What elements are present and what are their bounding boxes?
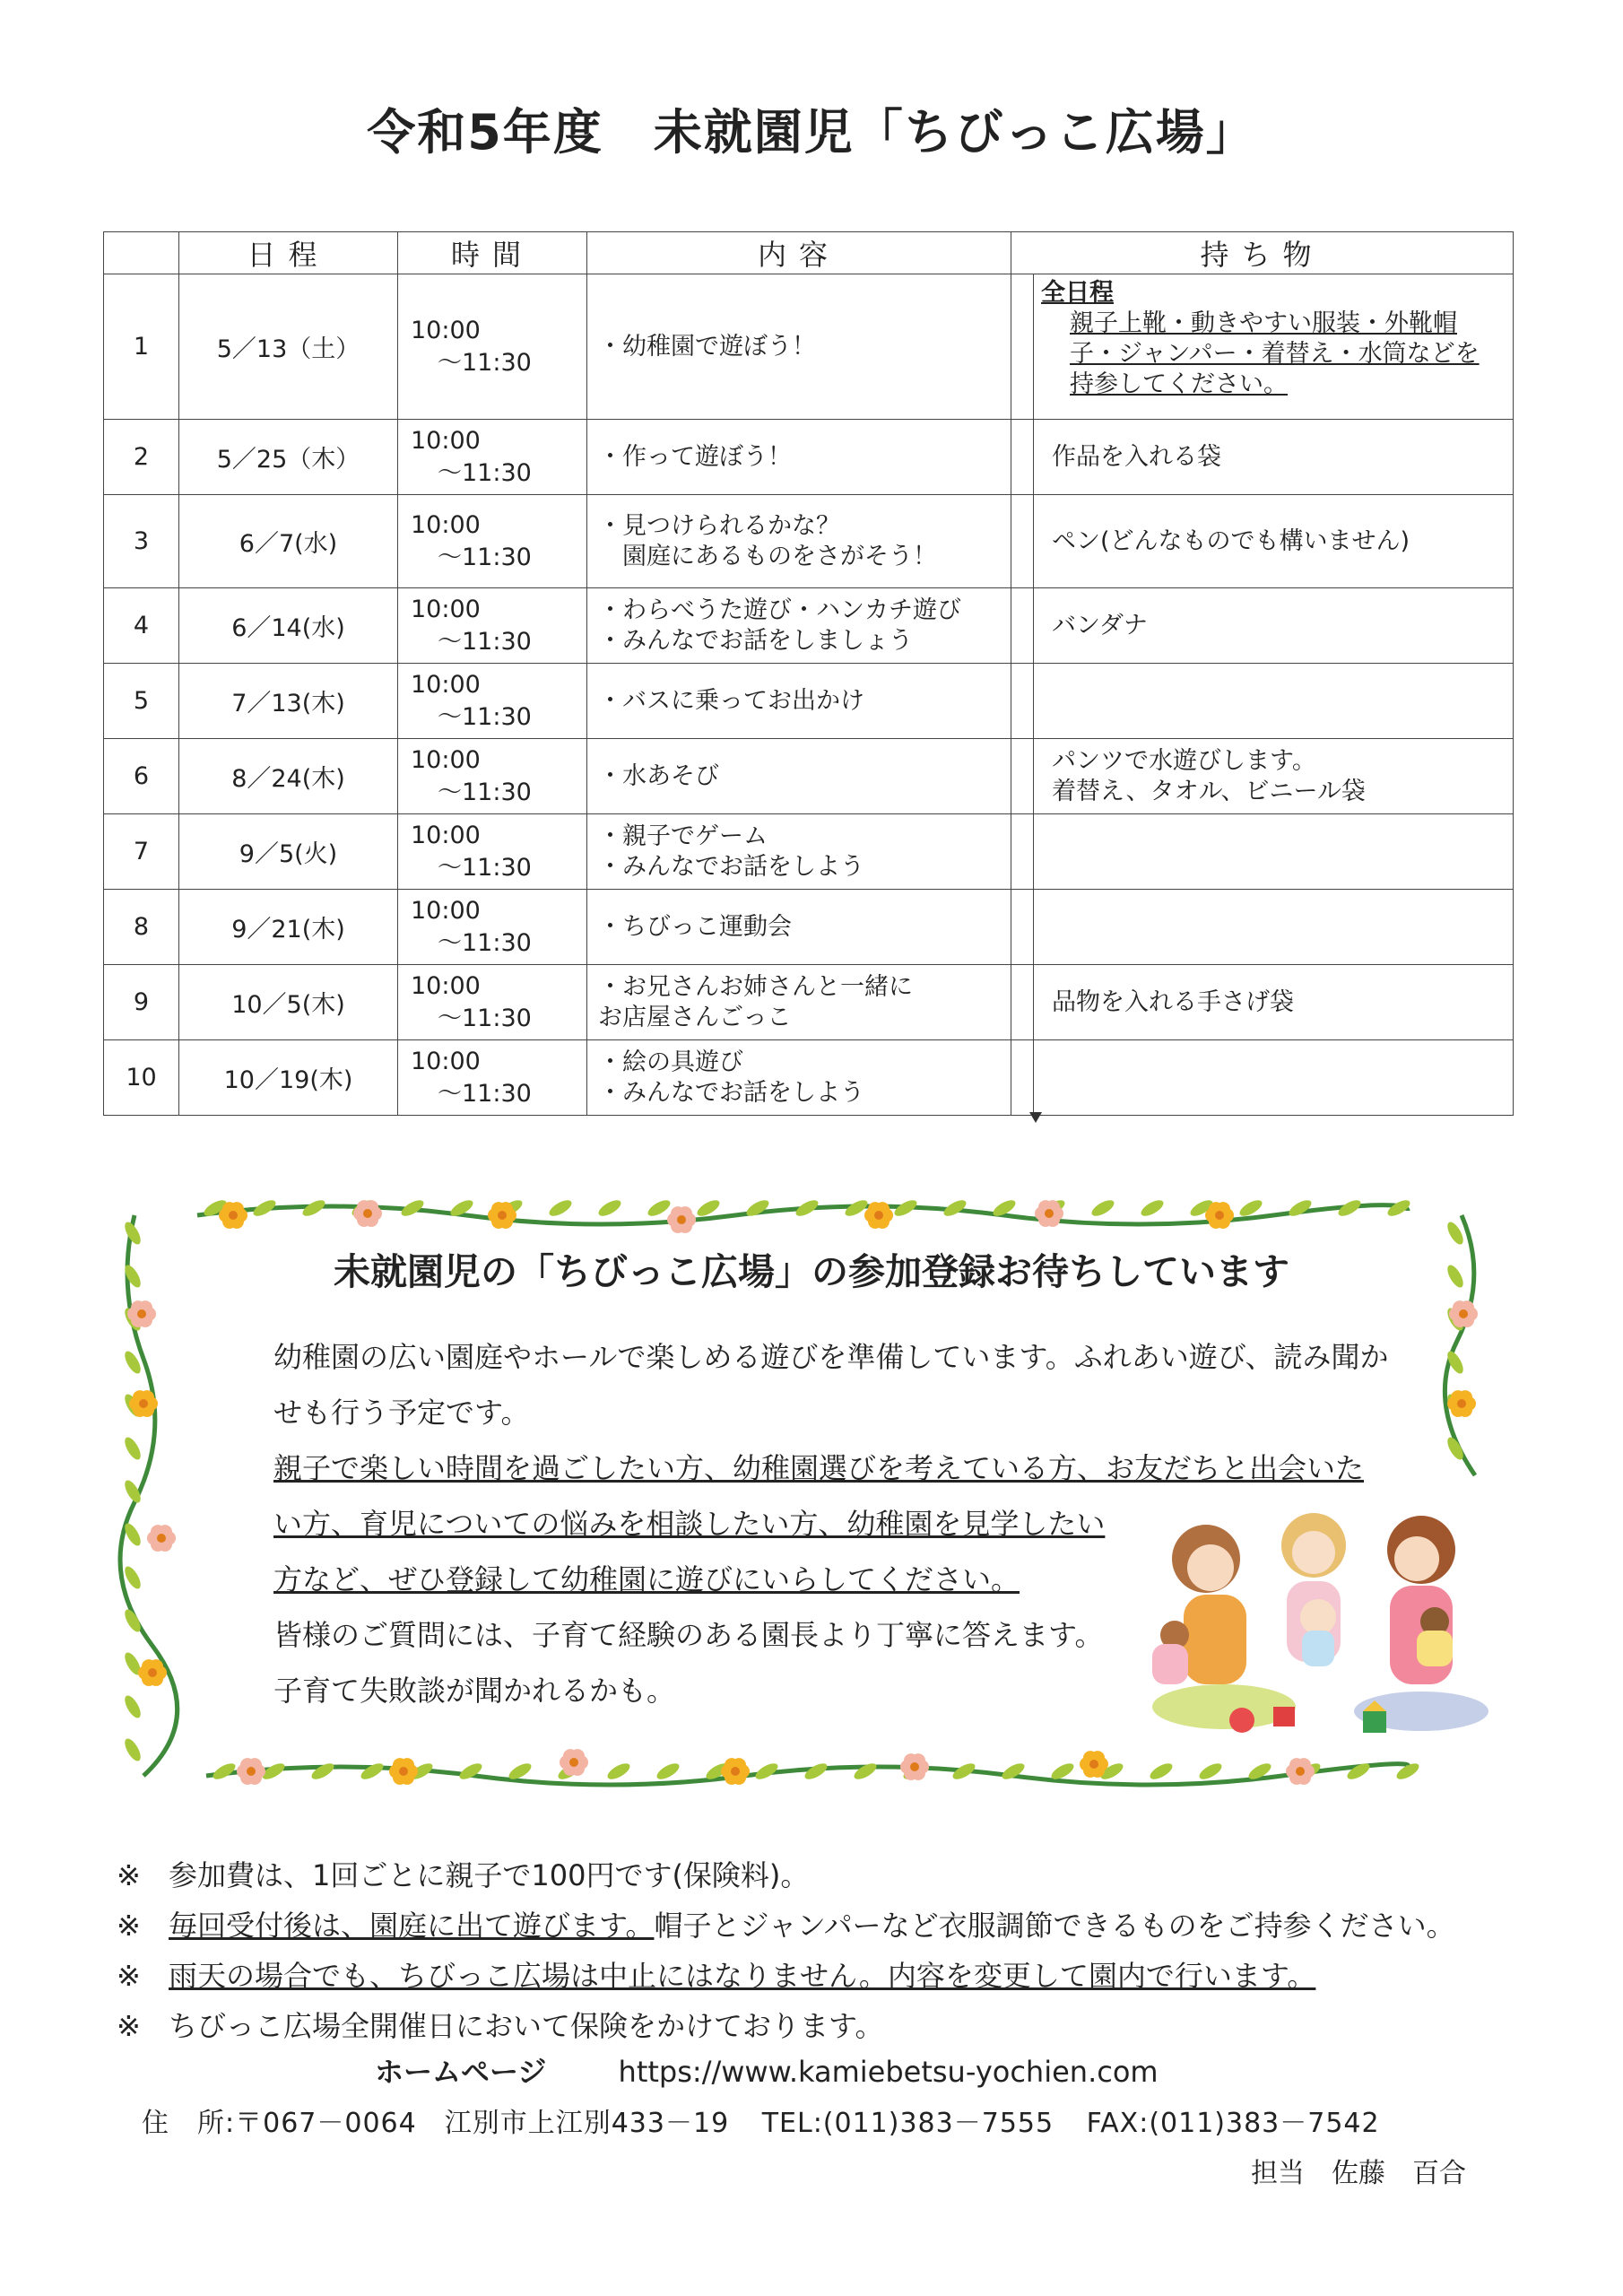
row-date: 8／24(木): [179, 739, 398, 814]
note-text: 参加費は、1回ごとに親子で100円です(保険料)。: [169, 1858, 810, 1892]
arrow-column: [1011, 965, 1034, 1040]
homepage-row: [375, 2049, 1159, 2091]
flower-decoration: [237, 1758, 265, 1785]
row-items: [1034, 739, 1514, 814]
content-line: ・ちびっこ運動会: [598, 912, 792, 941]
schedule-table: [103, 231, 1514, 1116]
paragraph-invite-line-3: 方など、ぜひ登録して幼稚園に遊びにいらしてください。: [273, 1562, 1020, 1596]
leaf-decoration: [655, 1761, 681, 1782]
row-number: 6: [104, 739, 179, 814]
item-line: パンツで水遊びします。: [1052, 746, 1316, 775]
item-line: 作品を入れる袋: [1052, 442, 1221, 471]
paragraph-invite-line-1: 親子で楽しい時間を過ごしたい方、幼稚園選びを考えている方、お友だちと出会いた: [273, 1451, 1365, 1485]
time-start: 10:00: [411, 896, 481, 925]
fax-text: FAX:(011)383－7542: [1086, 2108, 1380, 2139]
row-content: [587, 664, 1011, 739]
content-line: ・作って遊ぼう！: [598, 442, 792, 471]
note-item: [117, 1900, 1455, 1951]
table-row: [104, 1040, 1514, 1116]
arrow-column: [1011, 588, 1034, 664]
time-end: ～11:30: [438, 627, 532, 656]
row-time: [398, 588, 587, 664]
time-end: ～11:30: [438, 1004, 532, 1032]
content-line: ・幼稚園で遊ぼう！: [598, 332, 816, 361]
arrow-column: [1011, 890, 1034, 965]
flower-decoration: [1286, 1758, 1315, 1785]
row-date: 7／13(木): [179, 664, 398, 739]
row-time: [398, 814, 587, 890]
flower-decoration: [147, 1525, 176, 1552]
note-text-underlined: 毎回受付後は、園庭に出て遊びます。: [169, 1909, 655, 1943]
item-line: ペン(どんなものでも構いません): [1052, 526, 1410, 555]
content-line: お店屋さんごっこ: [598, 1003, 792, 1031]
arrow-column: [1011, 274, 1034, 420]
time-start: 10:00: [411, 971, 481, 1000]
item-line: 品物を入れる手さげ袋: [1052, 987, 1294, 1016]
row-items: [1034, 890, 1514, 965]
leaf-decoration: [122, 1435, 143, 1462]
contact-person: 担当 佐藤 百合: [1251, 2158, 1466, 2189]
time-end: ～11:30: [438, 1079, 532, 1108]
time-end: ～11:30: [438, 778, 532, 806]
flower-decoration: [667, 1206, 696, 1233]
row-number: 2: [104, 420, 179, 495]
time-start: 10:00: [411, 595, 481, 623]
row-items: [1034, 274, 1514, 420]
leaf-decoration: [852, 1761, 879, 1782]
paragraph-questions-line-2: 子育て失敗談が聞かれるかも。: [273, 1674, 676, 1708]
mothers-children-illustration: [1125, 1496, 1493, 1747]
content-line: ・みんなでお話をしよう: [598, 1078, 864, 1107]
note-item: [117, 2001, 1455, 2051]
row-number: 1: [104, 274, 179, 420]
header-content: 内容: [587, 232, 1011, 274]
time-start: 10:00: [411, 745, 481, 774]
content-line: ・絵の具遊び: [598, 1048, 743, 1076]
time-end: ～11:30: [438, 348, 532, 377]
row-date: 9／21(木): [179, 890, 398, 965]
arrow-column: [1011, 814, 1034, 890]
box-heading: 未就園児の「ちびっこ広場」の参加登録お待ちしています: [334, 1250, 1289, 1293]
row-content: [587, 739, 1011, 814]
address-text: 住 所:〒067－0064 江別市上江別433－19: [142, 2108, 730, 2139]
note-mark: ※: [117, 1909, 141, 1943]
leaf-decoration: [1148, 1761, 1175, 1782]
header-time: 時間: [398, 232, 587, 274]
page-title: 令和5年度 未就園児「ちびっこ広場」: [367, 104, 1256, 161]
leaf-decoration: [1089, 1197, 1116, 1219]
row-date: 10／19(木): [179, 1040, 398, 1116]
row-time: [398, 965, 587, 1040]
content-line: ・みんなでお話をしましょう: [598, 626, 913, 655]
leaf-decoration: [1197, 1761, 1224, 1782]
time-start: 10:00: [411, 426, 481, 455]
table-row: [104, 814, 1514, 890]
content-line: ・バスに乗ってお出かけ: [598, 686, 864, 715]
note-text-underlined: 雨天の場合でも、ちびっこ広場は中止にはなりません。内容を変更して園内で行います。: [169, 1959, 1316, 1993]
row-time: [398, 420, 587, 495]
time-start: 10:00: [411, 670, 481, 699]
row-content: [587, 420, 1011, 495]
leaf-decoration: [605, 1761, 632, 1782]
flower-decoration: [353, 1200, 382, 1227]
flower-decoration: [389, 1758, 418, 1785]
content-line: 園庭にあるものをさがそう！: [598, 542, 937, 570]
note-text: 帽子とジャンパーなど衣服調節できるものをご持参ください。: [654, 1909, 1455, 1943]
row-number: 7: [104, 814, 179, 890]
table-row: [104, 495, 1514, 588]
header-num: [104, 232, 179, 274]
tel-text: TEL:(011)383－7555: [761, 2108, 1055, 2139]
leaf-decoration: [457, 1761, 484, 1782]
row-items: [1034, 495, 1514, 588]
all-days-items: 親子上靴・動きやすい服装・外靴帽子・ジャンパー・着替え・水筒などを持参してください。: [1070, 309, 1480, 398]
leaf-decoration: [596, 1197, 623, 1219]
note-mark: ※: [117, 1858, 141, 1892]
item-line: 着替え、タオル、ビニール袋: [1052, 777, 1366, 805]
row-content: [587, 274, 1011, 420]
row-content: [587, 814, 1011, 890]
row-items: [1034, 965, 1514, 1040]
note-mark: ※: [117, 1959, 141, 1993]
content-line: ・親子でゲーム: [598, 822, 768, 850]
content-line: ・お兄さんお姉さんと一緒に: [598, 972, 913, 1001]
arrow-column: [1011, 420, 1034, 495]
row-date: 5／25（木）: [179, 420, 398, 495]
note-text: ちびっこ広場全開催日において保険をかけております。: [169, 2009, 884, 2043]
note-mark: ※: [117, 2009, 141, 2043]
table-row: [104, 274, 1514, 420]
paragraph-questions-line-1: 皆様のご質問には、子育て経験のある園長より丁寧に答えます。: [273, 1618, 1104, 1652]
row-time: [398, 739, 587, 814]
row-content: [587, 588, 1011, 664]
time-start: 10:00: [411, 510, 481, 539]
leaf-decoration: [1287, 1197, 1314, 1219]
item-line: バンダナ: [1052, 611, 1148, 639]
flower-decoration: [721, 1758, 750, 1785]
leaf-decoration: [122, 1736, 143, 1763]
content-line: ・見つけられるかな？: [598, 511, 840, 540]
row-time: [398, 274, 587, 420]
row-content: [587, 1040, 1011, 1116]
notes-list: [117, 1850, 1455, 2051]
time-end: ～11:30: [438, 928, 532, 957]
row-items: [1034, 1040, 1514, 1116]
content-line: ・みんなでお話をしよう: [598, 852, 864, 881]
table-row: [104, 739, 1514, 814]
row-time: [398, 495, 587, 588]
time-end: ～11:30: [438, 458, 532, 487]
row-time: [398, 1040, 587, 1116]
arrow-column: [1011, 664, 1034, 739]
leaf-decoration: [309, 1761, 336, 1782]
row-number: 10: [104, 1040, 179, 1116]
address-row: [142, 2100, 1403, 2140]
row-content: [587, 495, 1011, 588]
row-date: 6／14(水): [179, 588, 398, 664]
content-line: ・水あそび: [598, 761, 719, 790]
table-row: [104, 965, 1514, 1040]
table-row: [104, 420, 1514, 495]
leaf-decoration: [359, 1761, 386, 1782]
row-items: [1034, 664, 1514, 739]
row-date: 5／13（土）: [179, 274, 398, 420]
row-number: 3: [104, 495, 179, 588]
row-date: 6／7(水): [179, 495, 398, 588]
table-row: [104, 588, 1514, 664]
note-item: [117, 1951, 1455, 2001]
table-row: [104, 890, 1514, 965]
table-header-row: [104, 232, 1514, 274]
all-days-label: 全日程: [1041, 279, 1114, 307]
time-start: 10:00: [411, 1047, 481, 1075]
leaf-decoration: [1139, 1197, 1166, 1219]
header-items: 持ち物: [1011, 232, 1514, 274]
arrow-down-icon: [1029, 1112, 1042, 1123]
note-item: [117, 1850, 1455, 1900]
row-content: [587, 965, 1011, 1040]
arrow-column: [1011, 495, 1034, 588]
content-line: ・わらべうた遊び・ハンカチ遊び: [598, 596, 961, 624]
flower-decoration: [1447, 1390, 1476, 1417]
paragraph-intro: 幼稚園の広い園庭やホールで楽しめる遊びを準備しています。ふれあい遊び、読み聞かせも行う予定です。: [273, 1340, 1389, 1430]
time-start: 10:00: [411, 316, 481, 344]
header-date: 日程: [179, 232, 398, 274]
row-items: [1034, 420, 1514, 495]
time-end: ～11:30: [438, 543, 532, 571]
row-number: 4: [104, 588, 179, 664]
arrow-column: [1011, 739, 1034, 814]
arrow-column: [1011, 1040, 1034, 1116]
homepage-url-link[interactable]: https://www.kamiebetsu-yochien.com: [618, 2055, 1159, 2089]
table-row: [104, 664, 1514, 739]
row-time: [398, 890, 587, 965]
leaf-decoration: [122, 1693, 143, 1720]
row-time: [398, 664, 587, 739]
time-start: 10:00: [411, 821, 481, 849]
homepage-label: ホームページ: [375, 2055, 547, 2089]
row-number: 5: [104, 664, 179, 739]
time-end: ～11:30: [438, 702, 532, 731]
leaf-decoration: [547, 1197, 574, 1219]
time-end: ～11:30: [438, 853, 532, 882]
row-number: 9: [104, 965, 179, 1040]
row-content: [587, 890, 1011, 965]
row-date: 9／5(火): [179, 814, 398, 890]
row-items: [1034, 588, 1514, 664]
row-number: 8: [104, 890, 179, 965]
row-date: 10／5(木): [179, 965, 398, 1040]
paragraph-invite-line-2: い方、育児についての悩みを相談したい方、幼稚園を見学したい: [273, 1507, 1106, 1541]
row-items: [1034, 814, 1514, 890]
